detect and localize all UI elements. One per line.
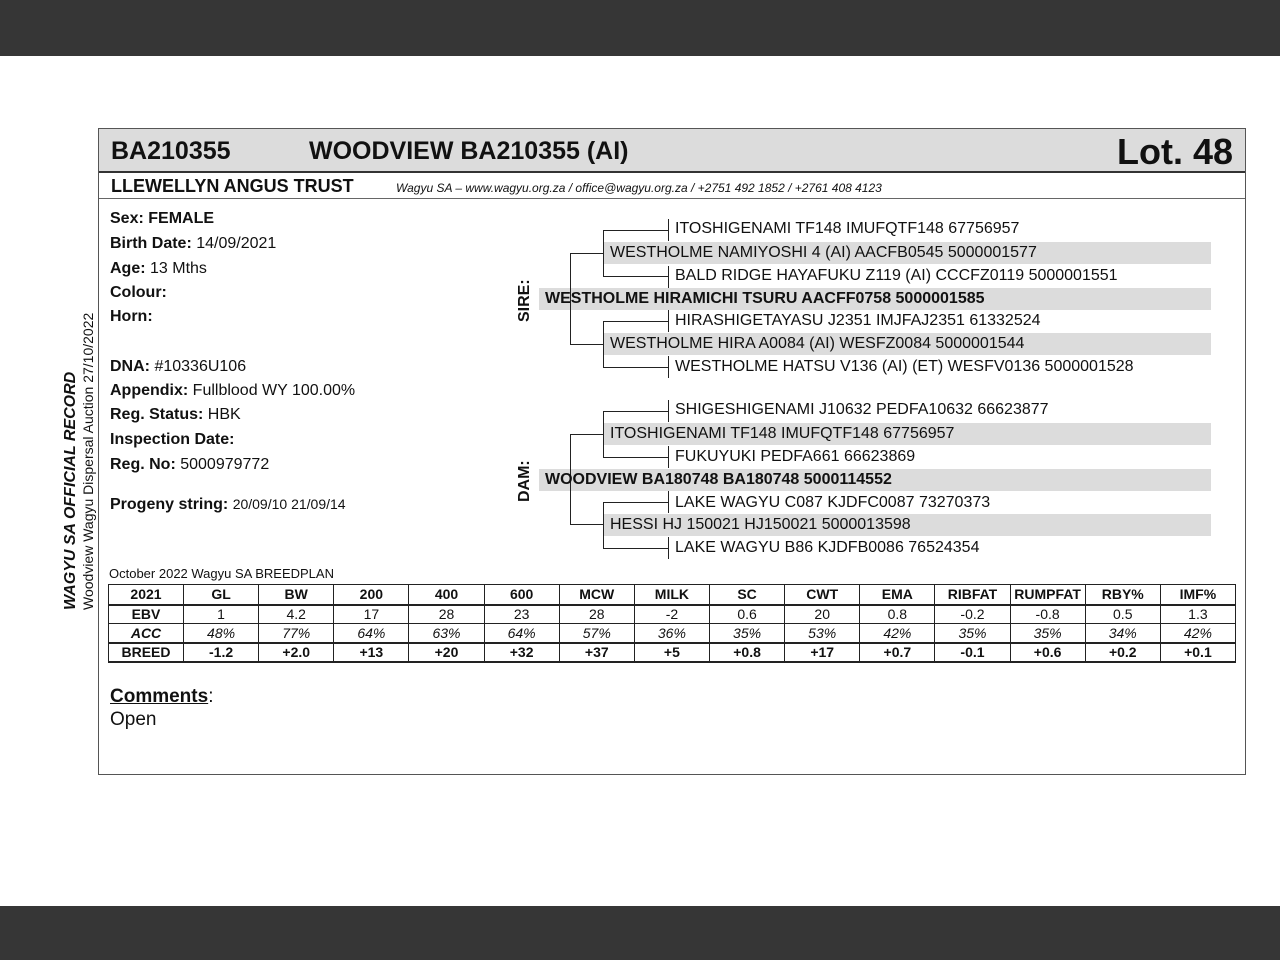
dam-dam-sire: LAKE WAGYU C087 KJDFC0087 73270373 <box>675 494 991 511</box>
owner-row <box>99 173 1245 199</box>
contact-info: Wagyu SA – www.wagyu.org.za / office@wagyu.org.za / +2751 492 1852 / +2761 408 4123 <box>396 181 882 195</box>
progeny-value: 20/09/10 21/09/14 <box>232 496 346 512</box>
comments-heading: Comments: <box>110 686 214 707</box>
card-header <box>99 129 1245 173</box>
age-row: Age: 13 Mths <box>110 260 207 277</box>
reg-status-value: HBK <box>207 406 241 423</box>
sire-name: WESTHOLME HIRAMICHI TSURU AACFF0758 5000001585 <box>545 290 985 307</box>
top-dark-bar <box>0 0 1280 56</box>
official-record-label: WAGYU SA OFFICIAL RECORD <box>62 371 79 610</box>
appendix-row: Appendix: Fullblood WY 100.00% <box>110 382 356 399</box>
reg-no-row: Reg. No: 5000979772 <box>110 456 270 473</box>
ebv-row: EBV 1 4.2 17 28 23 28 -2 0.6 20 0.8 -0.2 -0.8 0.5 1.3 <box>109 605 1236 624</box>
ebv-table <box>108 584 1236 663</box>
owner-name: LLEWELLYN ANGUS TRUST <box>111 176 354 196</box>
lot-number: Lot. 48 <box>1116 131 1233 172</box>
dam-dam-dam: LAKE WAGYU B86 KJDFB0086 76524354 <box>675 539 980 556</box>
birth-date-row: Birth Date: 14/09/2021 <box>110 235 277 252</box>
auction-label: Woodview Wagyu Dispersal Auction 27/10/2022 <box>80 312 96 610</box>
acc-row: ACC 48% 77% 64% 63% 64% 57% 36% 35% 53% 42% 35% 35% 34% 42% <box>109 624 1236 643</box>
sire-dam-sire: HIRASHIGETAYASU J2351 IMJFAJ2351 61332524 <box>675 312 1041 329</box>
catalogue-card <box>98 128 1246 775</box>
ebv-header-row: 2021 GL BW 200 400 600 MCW MILK SC CWT EMA RIBFAT RUMPFAT RBY% IMF% <box>109 585 1236 605</box>
dam-sire-sire: SHIGESHIGENAMI J10632 PEDFA10632 66623877 <box>675 401 1049 418</box>
horn-row: Horn: <box>110 308 153 325</box>
side-record-label <box>62 313 97 610</box>
dam-label: DAM: <box>516 460 533 502</box>
animal-name: WOODVIEW BA210355 (AI) <box>309 137 629 165</box>
dam-sire-dam: FUKUYUKI PEDFA661 66623869 <box>675 448 916 465</box>
age-value: 13 Mths <box>150 260 207 277</box>
breed-row: BREED -1.2 +2.0 +13 +20 +32 +37 +5 +0.8 +17 +0.7 -0.1 +0.6 +0.2 +0.1 <box>109 643 1236 662</box>
dam-sire: ITOSHIGENAMI TF148 IMUFQTF148 67756957 <box>610 425 955 442</box>
birth-date-value: 14/09/2021 <box>196 235 277 252</box>
sex-row: Sex: FEMALE <box>110 210 215 227</box>
bottom-dark-bar <box>0 906 1280 960</box>
comments-text: Open <box>110 709 157 730</box>
dna-row: DNA: #10336U106 <box>110 358 247 375</box>
sire-sire: WESTHOLME NAMIYOSHI 4 (AI) AACFB0545 5000001577 <box>610 244 1037 261</box>
reg-status-row: Reg. Status: HBK <box>110 406 241 423</box>
dna-value: #10336U106 <box>154 358 247 375</box>
reg-no-value: 5000979772 <box>180 456 270 473</box>
inspection-date-row: Inspection Date: <box>110 431 235 448</box>
dam-dam: HESSI HJ 150021 HJ150021 5000013598 <box>610 516 911 533</box>
colour-row: Colour: <box>110 284 167 301</box>
sire-dam-dam: WESTHOLME HATSU V136 (AI) (ET) WESFV0136 5000001528 <box>675 358 1134 375</box>
dam-name: WOODVIEW BA180748 BA180748 5000114552 <box>545 471 892 488</box>
sire-sire-dam: BALD RIDGE HAYAFUKU Z119 (AI) CCCFZ0119 5000001551 <box>675 267 1118 284</box>
sire-dam: WESTHOLME HIRA A0084 (AI) WESFZ0084 5000001544 <box>610 335 1025 352</box>
progeny-row: Progeny string: 20/09/10 21/09/14 <box>110 496 346 513</box>
animal-id: BA210355 <box>111 137 231 165</box>
breedplan-caption: October 2022 Wagyu SA BREEDPLAN <box>109 566 334 581</box>
appendix-value: Fullblood WY 100.00% <box>192 382 356 399</box>
sire-label: SIRE: <box>516 279 533 322</box>
sire-sire-sire: ITOSHIGENAMI TF148 IMUFQTF148 67756957 <box>675 220 1020 237</box>
